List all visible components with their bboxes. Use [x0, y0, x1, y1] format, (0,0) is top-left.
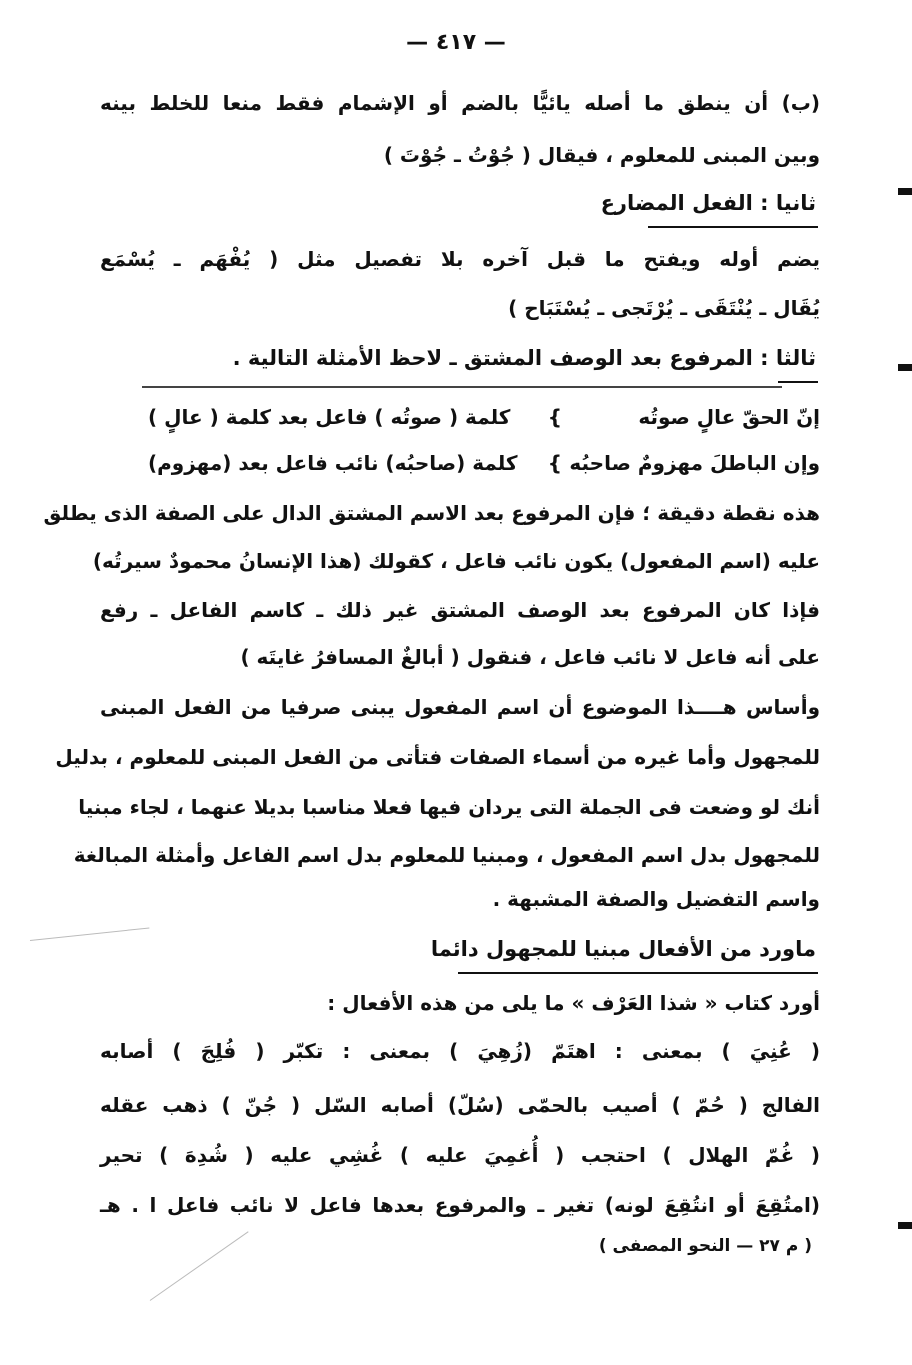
margin-mark: [898, 188, 912, 195]
section-heading-derived-adjective: ثالثا : المرفوع بعد الوصف المشتق ـ لاحظ الأمثلة التالية .: [232, 346, 816, 370]
text-line: واسم التفضيل والصفة المشبهة .: [492, 887, 820, 911]
divider-line: [142, 386, 782, 388]
example-sentence: وإن الباطلَ مهزومٌ صاحبُه: [569, 451, 820, 475]
example-brace: }: [547, 405, 562, 429]
margin-mark: [898, 364, 912, 371]
margin-mark: [898, 1222, 912, 1229]
page-number: — ٤١٧ —: [406, 30, 506, 55]
example-note: كلمة (صاحبُه) نائب فاعل بعد (مهزوم): [148, 451, 518, 475]
text-line: عليه (اسم المفعول) يكون نائب فاعل ، كقولك (هذا الإنسانُ محمودٌ سيرتُه): [92, 549, 820, 573]
text-line: وأساس هــــذا الموضوع أن اسم المفعول يبنى صرفيا من الفعل المبنى: [100, 695, 820, 719]
text-line: فإذا كان المرفوع بعد الوصف المشتق غير ذلك ـ كاسم الفاعل ـ رفع: [100, 598, 820, 622]
example-brace: }: [547, 451, 562, 475]
heading-underline: [648, 226, 818, 228]
text-line: أنك لو وضعت فى الجملة التى يردان فيها فعلا مناسبا بديلا عنهما ، لجاء مبنيا: [78, 795, 820, 819]
example-note: كلمة ( صوتُه ) فاعل بعد كلمة ( عالٍ ): [148, 405, 511, 429]
scan-artifact: [150, 1231, 249, 1301]
text-line: ( غُمّ الهلال ) احتجب ( أُغمِيَ عليه ) غُشِي عليه ( شُدِهَ ) تحير: [100, 1143, 820, 1167]
text-line: الفالج ( حُمّ ) أصيب بالحمّى (سُلّ) أصابه السّل ( جُنّ ) ذهب عقله: [100, 1093, 820, 1117]
scan-artifact: [30, 927, 149, 941]
heading-underline: [778, 381, 818, 383]
text-line: يضم أوله ويفتح ما قبل آخره بلا تفصيل مثل ( يُفْهَم ـ يُسْمَع: [100, 247, 820, 271]
text-line: أورد كتاب « شذا العَرْف » ما يلى من هذه الأفعال :: [327, 991, 820, 1015]
text-line: على أنه فاعل لا نائب فاعل ، فنقول ( أبالغٌ المسافرُ غايتَه ): [240, 645, 820, 669]
section-heading-always-passive: ماورد من الأفعال مبنيا للمجهول دائما: [430, 937, 816, 961]
heading-underline: [458, 972, 818, 974]
text-line: للمجهول بدل اسم المفعول ، ومبنيا للمعلوم بدل اسم الفاعل وأمثلة المبالغة: [73, 843, 820, 867]
text-line: (ب) أن ينطق ما أصله يائيًّا بالضم أو الإشمام فقط منعا للخلط بينه: [100, 91, 820, 115]
example-sentence: إنّ الحقّ عالٍ صوتُه: [638, 405, 820, 429]
text-line: يُقَال ـ يُنْتَقَى ـ يُرْتَجى ـ يُسْتَبَاح ): [508, 296, 820, 320]
section-heading-present-tense: ثانيا : الفعل المضارع: [600, 191, 816, 215]
text-line: ( عُنِيَ ) بمعنى : اهتَمّ (زُهِيَ ) بمعنى : تكبّر ( فُلِجَ ) أصابه: [100, 1039, 820, 1063]
text-line: (امتُقِعَ أو انتُقِعَ لونه) تغير ـ والمرفوع بعدها فاعل لا نائب فاعل ا . هـ: [100, 1193, 820, 1217]
text-line: هذه نقطة دقيقة ؛ فإن المرفوع بعد الاسم المشتق الدال على الصفة الذى يطلق: [43, 501, 820, 525]
text-line: وبين المبنى للمعلوم ، فيقال ( جُوْتُ ـ جُوْتَ ): [383, 143, 820, 167]
footer-signature: ( م ٢٧ — النحو المصفى ): [598, 1236, 812, 1256]
text-line: للمجهول وأما غيره من أسماء الصفات فتأتى من الفعل المبنى للمعلوم ، بدليل: [55, 745, 820, 769]
